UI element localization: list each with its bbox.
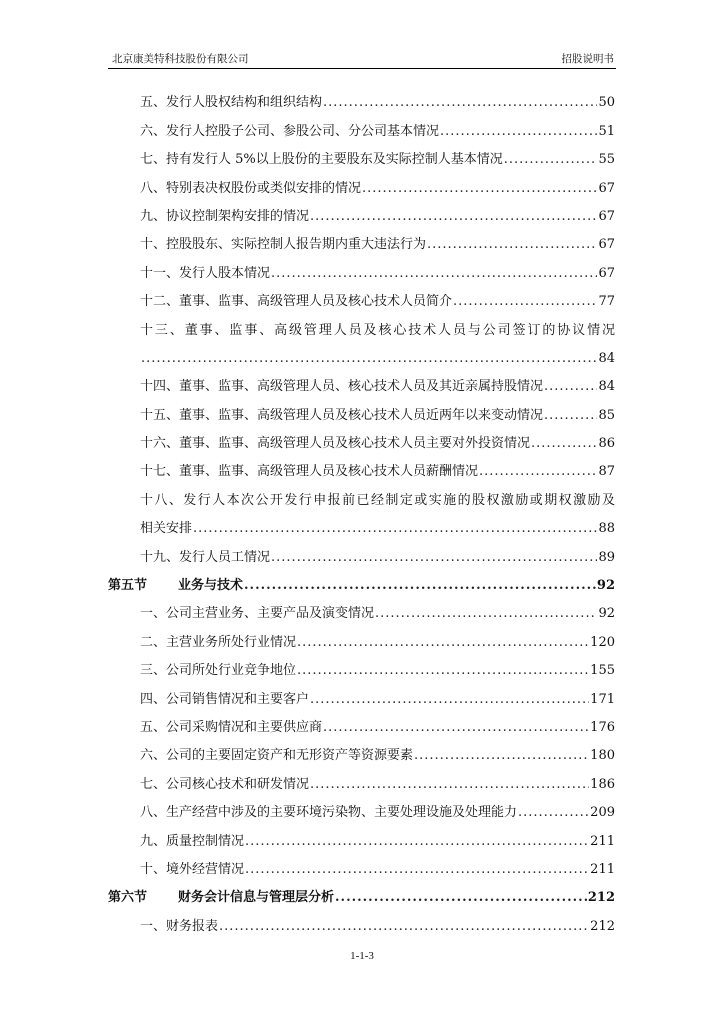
toc-page-number: 84 xyxy=(598,350,615,366)
toc-section-title xyxy=(108,577,243,595)
toc-entry-title: 六、发行人控股子公司、参股公司、分公司基本情况 xyxy=(140,123,440,139)
toc-entry[interactable] xyxy=(108,794,615,822)
toc-page-number: 67 xyxy=(598,208,615,224)
toc-leader-dots xyxy=(362,180,597,198)
toc-entry[interactable] xyxy=(108,822,615,850)
toc-entry-title: 七、公司核心技术和研发情况 xyxy=(140,776,310,792)
toc-entry[interactable] xyxy=(108,595,615,623)
toc-page-number: 67 xyxy=(598,237,615,253)
toc-page-number: 120 xyxy=(590,634,615,650)
toc-entry-title: 十二、董事、监事、高级管理人员及核心技术人员简介 xyxy=(140,294,453,310)
toc-leader-dots xyxy=(244,577,596,595)
toc-page-number: 89 xyxy=(598,549,615,565)
toc-entry[interactable] xyxy=(108,84,615,112)
toc-leader-dots xyxy=(245,861,589,879)
toc-leader-dots xyxy=(335,889,587,907)
toc-page-number: 51 xyxy=(598,123,615,139)
toc-entry[interactable] xyxy=(108,311,615,339)
page-number: 1-1-3 xyxy=(350,950,374,962)
toc-page-number: 209 xyxy=(590,805,615,821)
toc-entry-title: 一、公司主营业务、主要产品及演变情况 xyxy=(140,606,375,622)
toc-leader-dots xyxy=(141,350,597,368)
toc-entry[interactable] xyxy=(108,737,615,765)
toc-section[interactable] xyxy=(108,879,615,907)
toc-entry[interactable] xyxy=(108,623,615,651)
company-name: 北京康美特科技股份有限公司 xyxy=(112,53,249,65)
toc-leader-dots xyxy=(453,293,597,311)
toc-entry[interactable] xyxy=(108,765,615,793)
toc-entry-title: 六、公司的主要固定资产和无形资产等资源要素 xyxy=(140,748,414,764)
toc-entry-title: 十八、发行人本次公开发行申报前已经制定或实施的股权激励或期权激励及 xyxy=(140,492,615,508)
toc-entry-title: 十九、发行人员工情况 xyxy=(140,549,271,565)
toc-page-number: 92 xyxy=(596,578,615,594)
toc-entry[interactable] xyxy=(108,254,615,282)
toc-entry[interactable] xyxy=(108,169,615,197)
toc-section-label: 第五节 xyxy=(108,578,148,594)
toc-entry-title: 十五、董事、监事、高级管理人员及核心技术人员近两年以来变动情况 xyxy=(140,407,544,423)
toc-leader-dots xyxy=(479,463,597,481)
toc-leader-dots xyxy=(414,747,589,765)
toc-page-number: 212 xyxy=(590,918,615,934)
toc-entry-title: 十、境外经营情况 xyxy=(140,861,245,877)
toc-leader-dots xyxy=(323,94,597,112)
toc-page-number: 77 xyxy=(598,294,615,310)
toc-section-name: 业务与技术 xyxy=(178,578,244,594)
toc-leader-dots xyxy=(193,520,597,538)
toc-page-number: 180 xyxy=(590,748,615,764)
toc-entry-title: 五、公司采购情况和主要供应商 xyxy=(140,719,323,735)
toc-entry-continuation[interactable] xyxy=(108,510,615,538)
toc-entry[interactable] xyxy=(108,907,615,935)
toc-page-number: 211 xyxy=(590,833,615,849)
toc-entry[interactable] xyxy=(108,453,615,481)
toc-entry[interactable] xyxy=(108,141,615,169)
toc-page-number: 84 xyxy=(598,379,615,395)
toc-page-number: 86 xyxy=(598,436,615,452)
toc-leader-dots xyxy=(310,691,589,709)
table-of-contents xyxy=(108,84,615,936)
toc-entry-title: 一、财务报表 xyxy=(140,918,219,934)
toc-page-number: 88 xyxy=(598,521,615,537)
toc-entry-title: 十七、董事、监事、高级管理人员及核心技术人员薪酬情况 xyxy=(140,464,479,480)
toc-entry[interactable] xyxy=(108,538,615,566)
toc-leader-dots xyxy=(375,605,597,623)
toc-leader-dots xyxy=(427,236,597,254)
toc-leader-dots xyxy=(323,719,589,737)
toc-page-number: 212 xyxy=(587,890,615,906)
toc-entry-title: 十六、董事、监事、高级管理人员及核心技术人员主要对外投资情况 xyxy=(140,436,531,452)
toc-entry-title: 二、主营业务所处行业情况 xyxy=(140,634,297,650)
toc-page-number: 155 xyxy=(590,663,615,679)
toc-leader-dots xyxy=(531,435,597,453)
toc-page-number: 50 xyxy=(598,95,615,111)
toc-page-number: 211 xyxy=(590,861,615,877)
toc-entry-title: 四、公司销售情况和主要客户 xyxy=(140,691,310,707)
toc-entry[interactable] xyxy=(108,652,615,680)
toc-page-number: 55 xyxy=(598,152,615,168)
toc-entry-title: 九、质量控制情况 xyxy=(140,833,245,849)
toc-leader-dots xyxy=(310,208,597,226)
toc-entry[interactable] xyxy=(108,198,615,226)
toc-entry[interactable] xyxy=(108,368,615,396)
toc-entry-title: 十四、董事、监事、高级管理人员、核心技术人员及其近亲属持股情况 xyxy=(140,379,544,395)
toc-entry-title: 三、公司所处行业竞争地位 xyxy=(140,663,297,679)
toc-leader-dots xyxy=(219,918,589,936)
toc-entry[interactable] xyxy=(108,226,615,254)
toc-leader-dots xyxy=(440,123,597,141)
toc-entry-continuation[interactable] xyxy=(108,340,615,368)
toc-entry-title: 十、控股股东、实际控制人报告期内重大违法行为 xyxy=(140,237,427,253)
toc-section-title xyxy=(108,889,334,907)
toc-entry[interactable] xyxy=(108,851,615,879)
toc-leader-dots xyxy=(544,378,597,396)
toc-entry-title: 八、生产经营中涉及的主要环境污染物、主要处理设施及处理能力 xyxy=(140,805,518,821)
toc-leader-dots xyxy=(297,662,589,680)
toc-section[interactable] xyxy=(108,567,615,595)
toc-leader-dots xyxy=(297,634,589,652)
toc-leader-dots xyxy=(504,151,598,169)
toc-entry-title: 五、发行人股权结构和组织结构 xyxy=(140,95,323,111)
toc-leader-dots xyxy=(271,265,597,283)
document-type: 招股说明书 xyxy=(561,53,614,65)
toc-entry-title: 八、特别表决权股份或类似安排的情况 xyxy=(140,180,362,196)
toc-entry-title: 十一、发行人股本情况 xyxy=(140,265,271,281)
toc-page-number: 186 xyxy=(590,776,615,792)
toc-entry-title: 九、协议控制架构安排的情况 xyxy=(140,208,310,224)
toc-page-number: 176 xyxy=(590,719,615,735)
toc-entry[interactable] xyxy=(108,112,615,140)
toc-entry[interactable] xyxy=(108,425,615,453)
toc-section-name: 财务会计信息与管理层分析 xyxy=(178,890,335,906)
page-header xyxy=(108,50,616,69)
toc-page-number: 85 xyxy=(598,407,615,423)
toc-page-number: 67 xyxy=(598,180,615,196)
toc-section-label: 第六节 xyxy=(108,890,148,906)
toc-entry-title: 七、持有发行人 5%以上股份的主要股东及实际控制人基本情况 xyxy=(140,152,503,168)
toc-entry[interactable] xyxy=(108,680,615,708)
toc-leader-dots xyxy=(271,549,597,567)
toc-entry[interactable] xyxy=(108,283,615,311)
toc-page-number: 87 xyxy=(598,464,615,480)
toc-leader-dots xyxy=(310,776,589,794)
toc-entry[interactable] xyxy=(108,709,615,737)
toc-entry[interactable] xyxy=(108,481,615,509)
toc-entry[interactable] xyxy=(108,396,615,424)
toc-leader-dots xyxy=(518,804,589,822)
toc-entry-title: 十三、董事、监事、高级管理人员及核心技术人员与公司签订的协议情况 xyxy=(140,322,615,338)
toc-leader-dots xyxy=(245,833,589,851)
toc-leader-dots xyxy=(544,407,597,425)
toc-page-number: 171 xyxy=(590,691,615,707)
toc-page-number: 67 xyxy=(598,265,615,281)
toc-page-number: 92 xyxy=(598,606,615,622)
toc-entry-title-continued: 相关安排 xyxy=(140,521,193,537)
